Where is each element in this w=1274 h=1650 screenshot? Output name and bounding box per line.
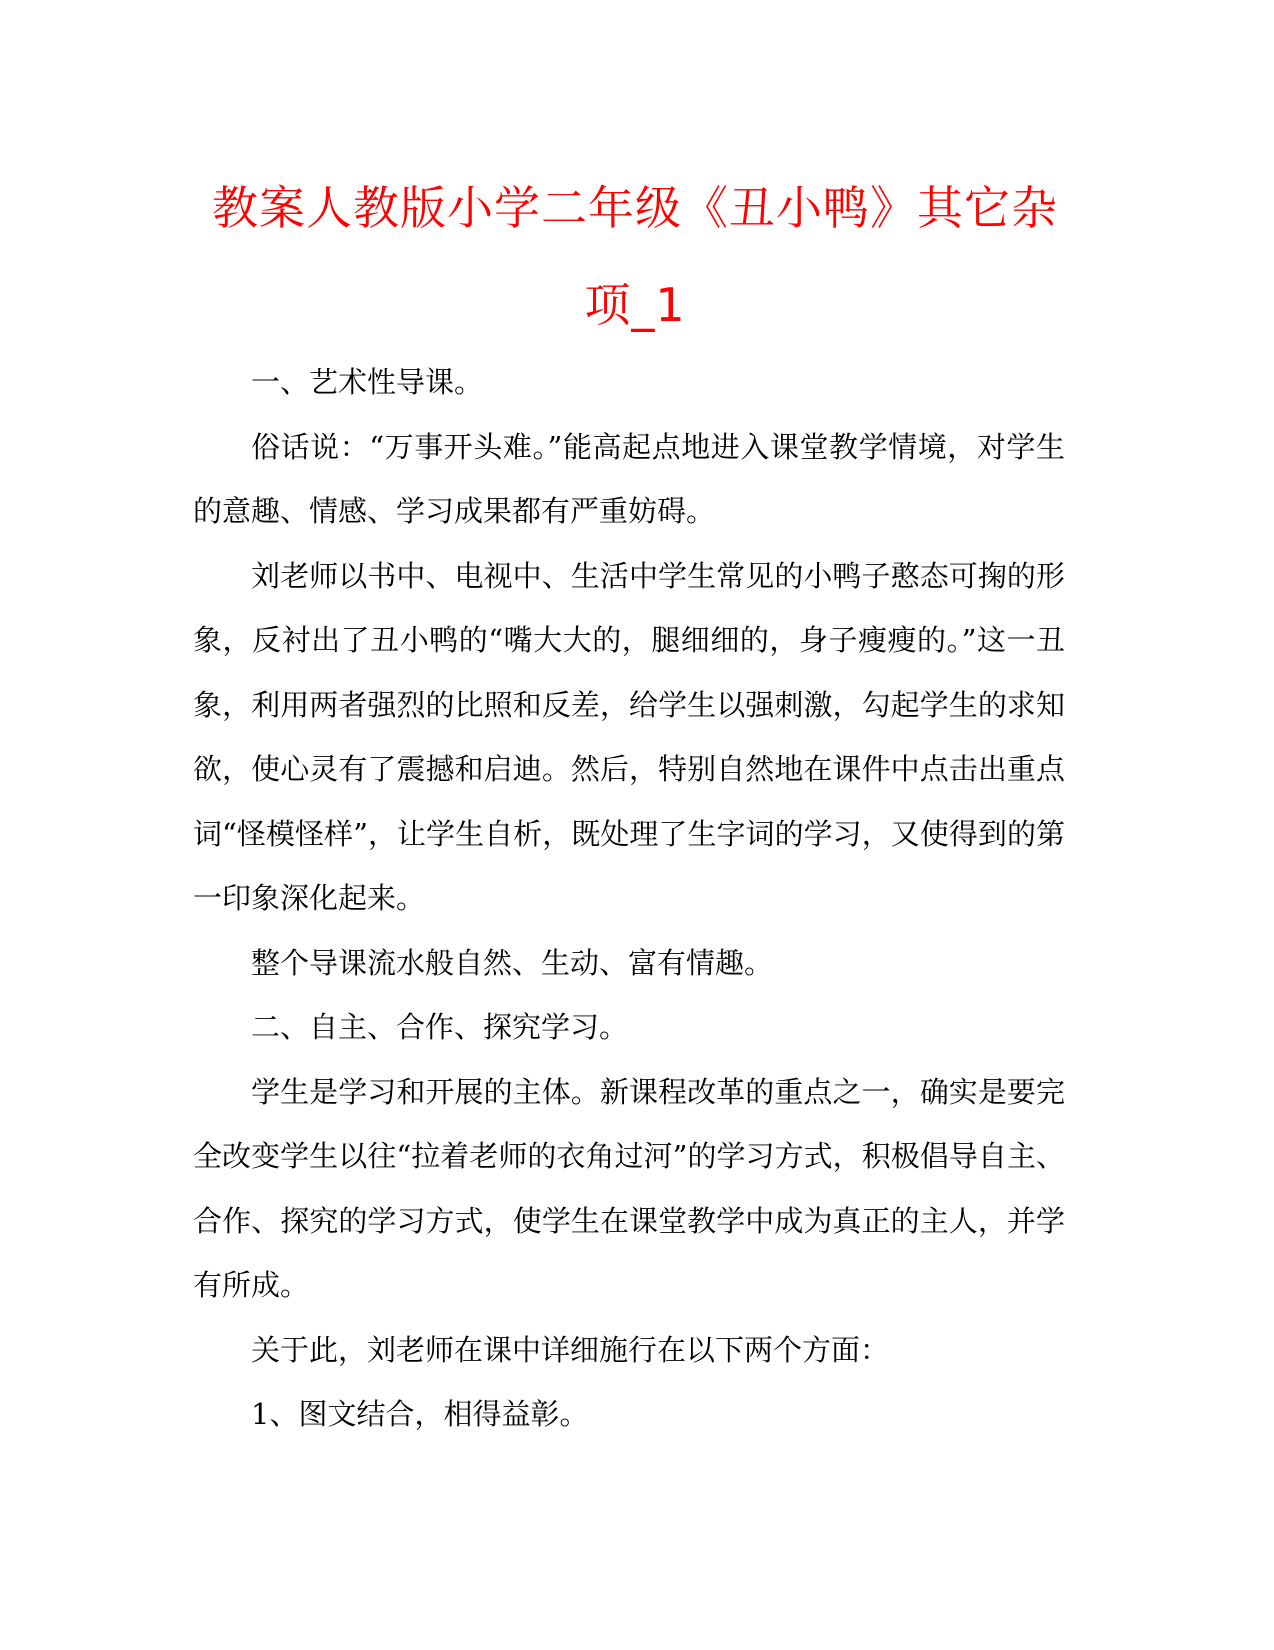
body-paragraph: 俗话说：“万事开头难。”能高起点地进入课堂教学情境，对学生的意趣、情感、学习成果都有严重妨碍。 [193, 429, 1065, 528]
section-heading-2: 二、自主、合作、探究学习。 [251, 1010, 629, 1044]
section-heading-1: 一、艺术性导课。 [251, 365, 484, 399]
body-paragraph: 整个导课流水般自然、生动、富有情趣。 [251, 945, 774, 980]
list-item: 1、图文结合，相得益彰。 [251, 1397, 589, 1431]
document-title: 教案人教版小学二年级《丑小鸭》其它杂项_1 [212, 181, 1058, 332]
body-paragraph: 刘老师以书中、电视中、生活中学生常见的小鸭子憨态可掬的形象，反衬出了丑小鸭的“嘴大大的，腿细细的，身子瘦瘦的。”这一丑象，利用两者强烈的比照和反差，给学生以强刺激，勾起学生的求知欲，使心灵有了震撼和启迪。然后，特别自然地在课件中点击出重点词“怪模怪样”，让学生自析，既处理了生字词的学习，又使得到的第一印象深化起来。 [193, 558, 1065, 915]
body-paragraph: 关于此，刘老师在课中详细施行在以下两个方面： [251, 1332, 890, 1367]
body-paragraph: 学生是学习和开展的主体。新课程改革的重点之一，确实是要完全改变学生以往“拉着老师的衣角过河”的学习方式，积极倡导自主、合作、探究的学习方式，使学生在课堂教学中成为真正的主人，并学有所成。 [193, 1074, 1065, 1302]
document-body [193, 350, 1065, 1447]
